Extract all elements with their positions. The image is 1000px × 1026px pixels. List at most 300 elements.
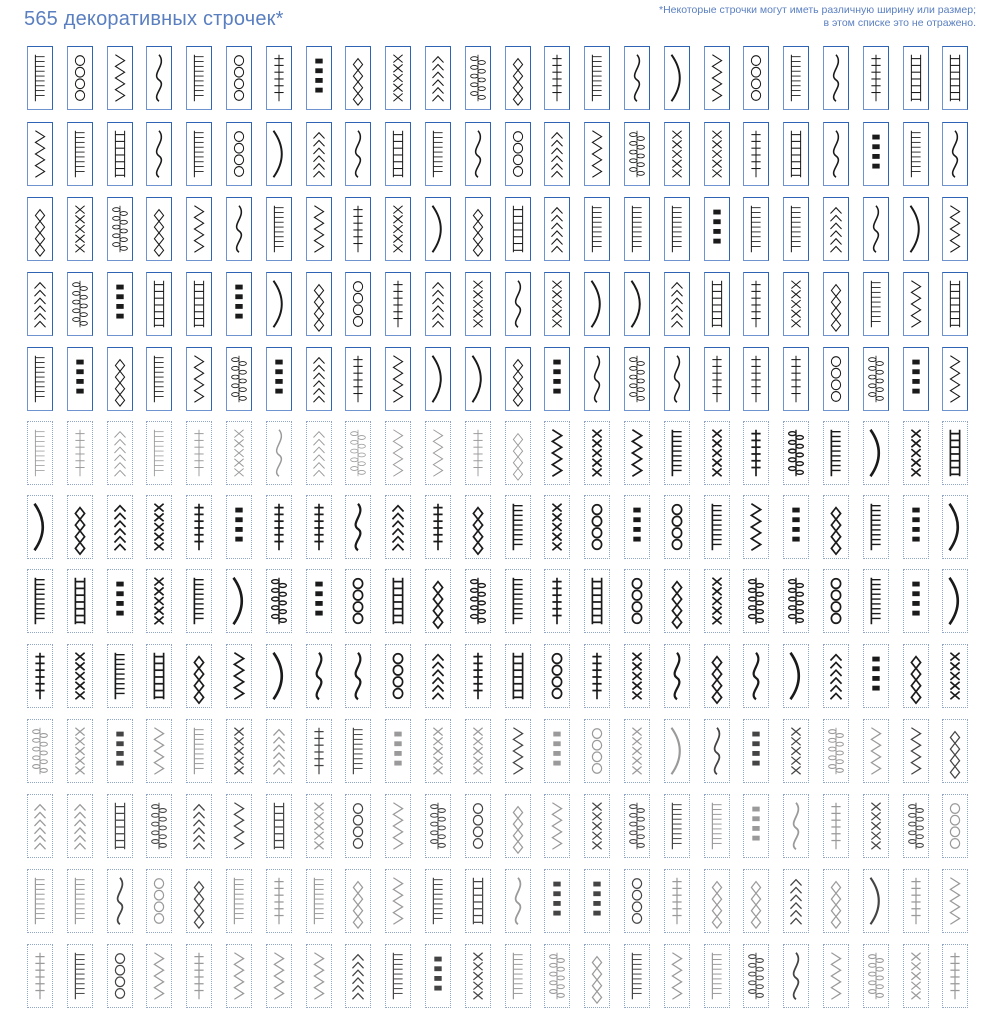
stitch-pattern-cell: [664, 122, 690, 186]
stitch-pattern-cell: [67, 869, 93, 933]
stitch-pattern-cell: [505, 869, 531, 933]
stitch-pattern-cell: [226, 569, 252, 633]
stitch-pattern-cell: [465, 719, 491, 783]
stitch-pattern-cell: [266, 46, 292, 110]
decorative-stitch-pattern-icon: [147, 870, 171, 932]
decorative-stitch-pattern-icon: [187, 945, 211, 1007]
decorative-stitch-pattern-icon: [147, 348, 171, 410]
stitch-pattern-cell: [704, 122, 730, 186]
decorative-stitch-pattern-icon: [625, 348, 649, 410]
decorative-stitch-pattern-icon: [545, 348, 569, 410]
stitch-pattern-cell: [27, 569, 53, 633]
decorative-stitch-pattern-icon: [426, 198, 450, 260]
decorative-stitch-pattern-icon: [625, 870, 649, 932]
decorative-stitch-pattern-icon: [506, 198, 530, 260]
stitch-pattern-cell: [67, 944, 93, 1008]
decorative-stitch-pattern-icon: [943, 198, 967, 260]
decorative-stitch-pattern-icon: [466, 795, 490, 857]
decorative-stitch-pattern-icon: [187, 870, 211, 932]
decorative-stitch-pattern-icon: [466, 198, 490, 260]
stitch-pattern-cell: [743, 644, 769, 708]
stitch-pattern-cell: [783, 569, 809, 633]
stitch-pattern-cell: [67, 347, 93, 411]
stitch-pattern-cell: [266, 719, 292, 783]
decorative-stitch-pattern-icon: [625, 945, 649, 1007]
stitch-pattern-cell: [425, 644, 451, 708]
stitch-pattern-cell: [345, 644, 371, 708]
decorative-stitch-pattern-icon: [466, 570, 490, 632]
decorative-stitch-pattern-icon: [227, 123, 251, 185]
decorative-stitch-pattern-icon: [625, 720, 649, 782]
decorative-stitch-pattern-icon: [824, 570, 848, 632]
stitch-pattern-cell: [624, 495, 650, 559]
stitch-pattern-cell: [306, 122, 332, 186]
decorative-stitch-pattern-icon: [943, 123, 967, 185]
stitch-pattern-cell: [823, 272, 849, 336]
decorative-stitch-pattern-icon: [108, 123, 132, 185]
stitch-pattern-cell: [67, 644, 93, 708]
decorative-stitch-pattern-icon: [386, 123, 410, 185]
stitch-pattern-cell: [385, 347, 411, 411]
stitch-pattern-cell: [465, 869, 491, 933]
stitch-pattern-cell: [664, 197, 690, 261]
decorative-stitch-pattern-icon: [466, 422, 490, 484]
decorative-stitch-pattern-icon: [386, 870, 410, 932]
stitch-pattern-cell: [823, 794, 849, 858]
stitch-pattern-cell: [743, 944, 769, 1008]
stitch-pattern-cell: [664, 495, 690, 559]
stitch-pattern-cell: [107, 272, 133, 336]
stitch-pattern-cell: [704, 272, 730, 336]
decorative-stitch-pattern-icon: [307, 945, 331, 1007]
stitch-pattern-cell: [743, 272, 769, 336]
decorative-stitch-pattern-icon: [386, 645, 410, 707]
decorative-stitch-pattern-icon: [744, 720, 768, 782]
stitch-pattern-cell: [584, 197, 610, 261]
decorative-stitch-pattern-icon: [824, 645, 848, 707]
decorative-stitch-pattern-icon: [426, 570, 450, 632]
stitch-pattern-cell: [345, 944, 371, 1008]
stitch-pattern-cell: [186, 944, 212, 1008]
stitch-pattern-cell: [624, 644, 650, 708]
decorative-stitch-pattern-icon: [506, 870, 530, 932]
stitch-pattern-cell: [584, 122, 610, 186]
stitch-pattern-cell: [903, 569, 929, 633]
stitch-pattern-cell: [505, 944, 531, 1008]
stitch-pattern-cell: [584, 347, 610, 411]
stitch-pattern-cell: [505, 347, 531, 411]
stitch-pattern-cell: [823, 495, 849, 559]
stitch-pattern-cell: [544, 569, 570, 633]
stitch-pattern-cell: [345, 122, 371, 186]
stitch-pattern-cell: [664, 944, 690, 1008]
decorative-stitch-pattern-icon: [545, 422, 569, 484]
stitch-pattern-cell: [783, 944, 809, 1008]
decorative-stitch-pattern-icon: [267, 870, 291, 932]
decorative-stitch-pattern-icon: [744, 47, 768, 109]
decorative-stitch-pattern-icon: [227, 348, 251, 410]
stitch-pattern-cell: [67, 421, 93, 485]
decorative-stitch-pattern-icon: [28, 496, 52, 558]
stitch-pattern-cell: [385, 869, 411, 933]
decorative-stitch-pattern-icon: [386, 273, 410, 335]
decorative-stitch-pattern-icon: [466, 645, 490, 707]
decorative-stitch-pattern-icon: [784, 198, 808, 260]
stitch-pattern-cell: [903, 495, 929, 559]
stitch-pattern-cell: [345, 272, 371, 336]
decorative-stitch-pattern-icon: [28, 795, 52, 857]
stitch-pattern-cell: [107, 495, 133, 559]
decorative-stitch-pattern-icon: [307, 198, 331, 260]
decorative-stitch-pattern-icon: [625, 570, 649, 632]
decorative-stitch-pattern-icon: [506, 273, 530, 335]
decorative-stitch-pattern-icon: [307, 570, 331, 632]
stitch-pattern-cell: [505, 421, 531, 485]
decorative-stitch-pattern-icon: [864, 123, 888, 185]
decorative-stitch-pattern-icon: [187, 645, 211, 707]
decorative-stitch-pattern-icon: [68, 422, 92, 484]
decorative-stitch-pattern-icon: [506, 795, 530, 857]
stitch-pattern-cell: [704, 644, 730, 708]
decorative-stitch-pattern-icon: [705, 422, 729, 484]
decorative-stitch-pattern-icon: [147, 645, 171, 707]
decorative-stitch-pattern-icon: [346, 720, 370, 782]
stitch-pattern-cell: [465, 569, 491, 633]
stitch-pattern-cell: [186, 421, 212, 485]
stitch-pattern-cell: [425, 495, 451, 559]
stitch-pattern-cell: [624, 421, 650, 485]
decorative-stitch-pattern-icon: [227, 273, 251, 335]
stitch-pattern-cell: [624, 347, 650, 411]
stitch-pattern-cell: [345, 719, 371, 783]
decorative-stitch-pattern-icon: [665, 496, 689, 558]
decorative-stitch-pattern-icon: [784, 645, 808, 707]
decorative-stitch-pattern-icon: [904, 198, 928, 260]
stitch-pattern-cell: [544, 272, 570, 336]
decorative-stitch-pattern-icon: [68, 945, 92, 1007]
stitch-pattern-cell: [863, 272, 889, 336]
stitch-pattern-cell: [783, 644, 809, 708]
decorative-stitch-pattern-icon: [705, 720, 729, 782]
decorative-stitch-pattern-icon: [267, 570, 291, 632]
stitch-pattern-cell: [783, 421, 809, 485]
decorative-stitch-pattern-icon: [346, 795, 370, 857]
decorative-stitch-pattern-icon: [426, 422, 450, 484]
decorative-stitch-pattern-icon: [147, 198, 171, 260]
decorative-stitch-pattern-icon: [346, 570, 370, 632]
stitch-pattern-cell: [306, 794, 332, 858]
decorative-stitch-pattern-icon: [227, 198, 251, 260]
stitch-pattern-cell: [505, 719, 531, 783]
decorative-stitch-pattern-icon: [864, 47, 888, 109]
decorative-stitch-pattern-icon: [108, 273, 132, 335]
decorative-stitch-pattern-icon: [506, 720, 530, 782]
stitch-pattern-cell: [465, 644, 491, 708]
stitch-pattern-cell: [584, 272, 610, 336]
decorative-stitch-pattern-icon: [346, 273, 370, 335]
stitch-pattern-cell: [425, 347, 451, 411]
decorative-stitch-pattern-icon: [147, 273, 171, 335]
decorative-stitch-pattern-icon: [943, 496, 967, 558]
stitch-pattern-cell: [226, 272, 252, 336]
stitch-pattern-cell: [27, 46, 53, 110]
stitch-pattern-cell: [823, 944, 849, 1008]
decorative-stitch-pattern-icon: [784, 795, 808, 857]
decorative-stitch-pattern-icon: [147, 47, 171, 109]
stitch-pattern-cell: [186, 719, 212, 783]
decorative-stitch-pattern-icon: [824, 123, 848, 185]
decorative-stitch-pattern-icon: [585, 795, 609, 857]
stitch-pattern-cell: [27, 794, 53, 858]
stitch-pattern-cell: [704, 46, 730, 110]
stitch-pattern-cell: [903, 869, 929, 933]
stitch-pattern-cell: [903, 794, 929, 858]
stitch-pattern-cell: [823, 197, 849, 261]
decorative-stitch-pattern-icon: [864, 422, 888, 484]
stitch-pattern-cell: [505, 794, 531, 858]
decorative-stitch-pattern-icon: [147, 496, 171, 558]
decorative-stitch-pattern-icon: [744, 198, 768, 260]
stitch-pattern-cell: [465, 122, 491, 186]
decorative-stitch-pattern-icon: [824, 198, 848, 260]
stitch-pattern-cell: [704, 197, 730, 261]
stitch-pattern-cell: [306, 644, 332, 708]
stitch-pattern-cell: [345, 569, 371, 633]
stitch-pattern-cell: [27, 347, 53, 411]
stitch-pattern-cell: [146, 869, 172, 933]
decorative-stitch-pattern-icon: [227, 870, 251, 932]
decorative-stitch-pattern-icon: [705, 870, 729, 932]
decorative-stitch-pattern-icon: [943, 945, 967, 1007]
stitch-pattern-cell: [146, 272, 172, 336]
decorative-stitch-pattern-icon: [744, 645, 768, 707]
stitch-pattern-cell: [107, 944, 133, 1008]
decorative-stitch-pattern-icon: [625, 198, 649, 260]
stitch-pattern-cell: [544, 719, 570, 783]
decorative-stitch-pattern-icon: [426, 945, 450, 1007]
stitch-pattern-cell: [186, 272, 212, 336]
decorative-stitch-pattern-icon: [108, 570, 132, 632]
stitch-pattern-cell: [146, 122, 172, 186]
stitch-pattern-cell: [624, 869, 650, 933]
stitch-pattern-cell: [704, 347, 730, 411]
stitch-pattern-cell: [186, 869, 212, 933]
decorative-stitch-pattern-icon: [68, 795, 92, 857]
stitch-pattern-cell: [624, 122, 650, 186]
decorative-stitch-pattern-icon: [466, 945, 490, 1007]
stitch-pattern-grid: [24, 46, 984, 1021]
decorative-stitch-pattern-icon: [147, 123, 171, 185]
decorative-stitch-pattern-icon: [665, 273, 689, 335]
stitch-pattern-cell: [942, 421, 968, 485]
decorative-stitch-pattern-icon: [784, 273, 808, 335]
page-title: 565 декоративных строчек*: [24, 8, 284, 30]
stitch-pattern-cell: [863, 794, 889, 858]
decorative-stitch-pattern-icon: [545, 645, 569, 707]
stitch-pattern-cell: [465, 495, 491, 559]
stitch-pattern-cell: [146, 794, 172, 858]
decorative-stitch-pattern-icon: [784, 496, 808, 558]
stitch-pattern-cell: [942, 197, 968, 261]
stitch-pattern-cell: [186, 569, 212, 633]
stitch-pattern-cell: [266, 794, 292, 858]
decorative-stitch-pattern-icon: [784, 123, 808, 185]
decorative-stitch-pattern-icon: [784, 570, 808, 632]
decorative-stitch-pattern-icon: [705, 945, 729, 1007]
stitch-pattern-cell: [942, 944, 968, 1008]
stitch-pattern-cell: [584, 794, 610, 858]
stitch-pattern-cell: [823, 644, 849, 708]
decorative-stitch-pattern-icon: [784, 47, 808, 109]
stitch-pattern-cell: [863, 122, 889, 186]
stitch-pattern-cell: [584, 719, 610, 783]
stitch-pattern-cell: [823, 421, 849, 485]
stitch-pattern-cell: [942, 347, 968, 411]
stitch-pattern-cell: [385, 569, 411, 633]
decorative-stitch-pattern-icon: [386, 945, 410, 1007]
stitch-pattern-cell: [146, 197, 172, 261]
decorative-stitch-pattern-icon: [267, 198, 291, 260]
stitch-pattern-cell: [425, 421, 451, 485]
decorative-stitch-pattern-icon: [625, 795, 649, 857]
stitch-pattern-cell: [783, 347, 809, 411]
decorative-stitch-pattern-icon: [904, 123, 928, 185]
stitch-pattern-cell: [584, 421, 610, 485]
decorative-stitch-pattern-icon: [307, 645, 331, 707]
decorative-stitch-pattern-icon: [267, 273, 291, 335]
stitch-pattern-cell: [67, 794, 93, 858]
stitch-pattern-cell: [186, 794, 212, 858]
stitch-pattern-cell: [942, 719, 968, 783]
decorative-stitch-pattern-icon: [108, 422, 132, 484]
stitch-pattern-cell: [544, 421, 570, 485]
stitch-pattern-cell: [584, 46, 610, 110]
decorative-stitch-pattern-icon: [943, 720, 967, 782]
stitch-pattern-cell: [903, 944, 929, 1008]
decorative-stitch-pattern-icon: [28, 870, 52, 932]
stitch-pattern-cell: [942, 644, 968, 708]
decorative-stitch-pattern-icon: [108, 645, 132, 707]
decorative-stitch-pattern-icon: [147, 945, 171, 1007]
stitch-pattern-cell: [544, 197, 570, 261]
stitch-pattern-cell: [146, 421, 172, 485]
decorative-stitch-pattern-icon: [68, 47, 92, 109]
decorative-stitch-pattern-icon: [426, 47, 450, 109]
decorative-stitch-pattern-icon: [943, 348, 967, 410]
decorative-stitch-pattern-icon: [68, 496, 92, 558]
stitch-pattern-cell: [146, 46, 172, 110]
decorative-stitch-pattern-icon: [506, 570, 530, 632]
decorative-stitch-pattern-icon: [466, 348, 490, 410]
decorative-stitch-pattern-icon: [665, 123, 689, 185]
decorative-stitch-pattern-icon: [585, 720, 609, 782]
decorative-stitch-pattern-icon: [744, 945, 768, 1007]
stitch-pattern-cell: [704, 869, 730, 933]
decorative-stitch-pattern-icon: [227, 945, 251, 1007]
stitch-pattern-cell: [385, 794, 411, 858]
decorative-stitch-pattern-icon: [585, 496, 609, 558]
decorative-stitch-pattern-icon: [386, 348, 410, 410]
footnote-line-2: в этом списке это не отражено.: [823, 17, 976, 29]
decorative-stitch-pattern-icon: [108, 870, 132, 932]
decorative-stitch-pattern-icon: [307, 496, 331, 558]
decorative-stitch-pattern-icon: [346, 496, 370, 558]
decorative-stitch-pattern-icon: [68, 348, 92, 410]
decorative-stitch-pattern-icon: [545, 945, 569, 1007]
decorative-stitch-pattern-icon: [307, 47, 331, 109]
decorative-stitch-pattern-icon: [864, 720, 888, 782]
stitch-pattern-cell: [584, 569, 610, 633]
decorative-stitch-pattern-icon: [585, 47, 609, 109]
decorative-stitch-pattern-icon: [28, 720, 52, 782]
stitch-pattern-cell: [67, 122, 93, 186]
stitch-pattern-cell: [385, 944, 411, 1008]
stitch-pattern-cell: [743, 869, 769, 933]
decorative-stitch-pattern-icon: [665, 795, 689, 857]
decorative-stitch-pattern-icon: [307, 720, 331, 782]
stitch-pattern-cell: [903, 272, 929, 336]
stitch-pattern-cell: [67, 569, 93, 633]
decorative-stitch-pattern-icon: [705, 47, 729, 109]
stitch-pattern-cell: [425, 719, 451, 783]
decorative-stitch-pattern-icon: [904, 870, 928, 932]
decorative-stitch-pattern-icon: [466, 496, 490, 558]
stitch-pattern-cell: [823, 347, 849, 411]
decorative-stitch-pattern-icon: [147, 422, 171, 484]
decorative-stitch-pattern-icon: [346, 945, 370, 1007]
decorative-stitch-pattern-icon: [585, 870, 609, 932]
stitch-pattern-cell: [942, 869, 968, 933]
stitch-pattern-cell: [266, 122, 292, 186]
decorative-stitch-pattern-icon: [545, 570, 569, 632]
stitch-pattern-cell: [544, 122, 570, 186]
stitch-pattern-cell: [465, 46, 491, 110]
stitch-pattern-cell: [27, 272, 53, 336]
decorative-stitch-pattern-icon: [426, 795, 450, 857]
stitch-pattern-cell: [306, 272, 332, 336]
stitch-pattern-cell: [385, 272, 411, 336]
stitch-pattern-cell: [743, 495, 769, 559]
decorative-stitch-pattern-icon: [187, 422, 211, 484]
decorative-stitch-pattern-icon: [744, 348, 768, 410]
stitch-pattern-cell: [266, 569, 292, 633]
stitch-pattern-cell: [186, 197, 212, 261]
stitch-pattern-cell: [425, 197, 451, 261]
stitch-pattern-cell: [544, 495, 570, 559]
stitch-pattern-cell: [425, 272, 451, 336]
stitch-pattern-cell: [266, 495, 292, 559]
decorative-stitch-pattern-icon: [506, 123, 530, 185]
decorative-stitch-pattern-icon: [187, 198, 211, 260]
stitch-pattern-cell: [465, 347, 491, 411]
stitch-pattern-cell: [266, 944, 292, 1008]
decorative-stitch-pattern-icon: [307, 123, 331, 185]
stitch-pattern-cell: [226, 46, 252, 110]
stitch-pattern-cell: [823, 122, 849, 186]
stitch-pattern-cell: [345, 421, 371, 485]
stitch-pattern-cell: [385, 644, 411, 708]
stitch-pattern-cell: [226, 421, 252, 485]
stitch-pattern-cell: [743, 347, 769, 411]
stitch-pattern-cell: [624, 197, 650, 261]
stitch-pattern-cell: [863, 421, 889, 485]
decorative-stitch-pattern-icon: [864, 945, 888, 1007]
decorative-stitch-pattern-icon: [705, 496, 729, 558]
decorative-stitch-pattern-icon: [744, 123, 768, 185]
stitch-pattern-cell: [544, 944, 570, 1008]
decorative-stitch-pattern-icon: [545, 47, 569, 109]
decorative-stitch-pattern-icon: [187, 795, 211, 857]
